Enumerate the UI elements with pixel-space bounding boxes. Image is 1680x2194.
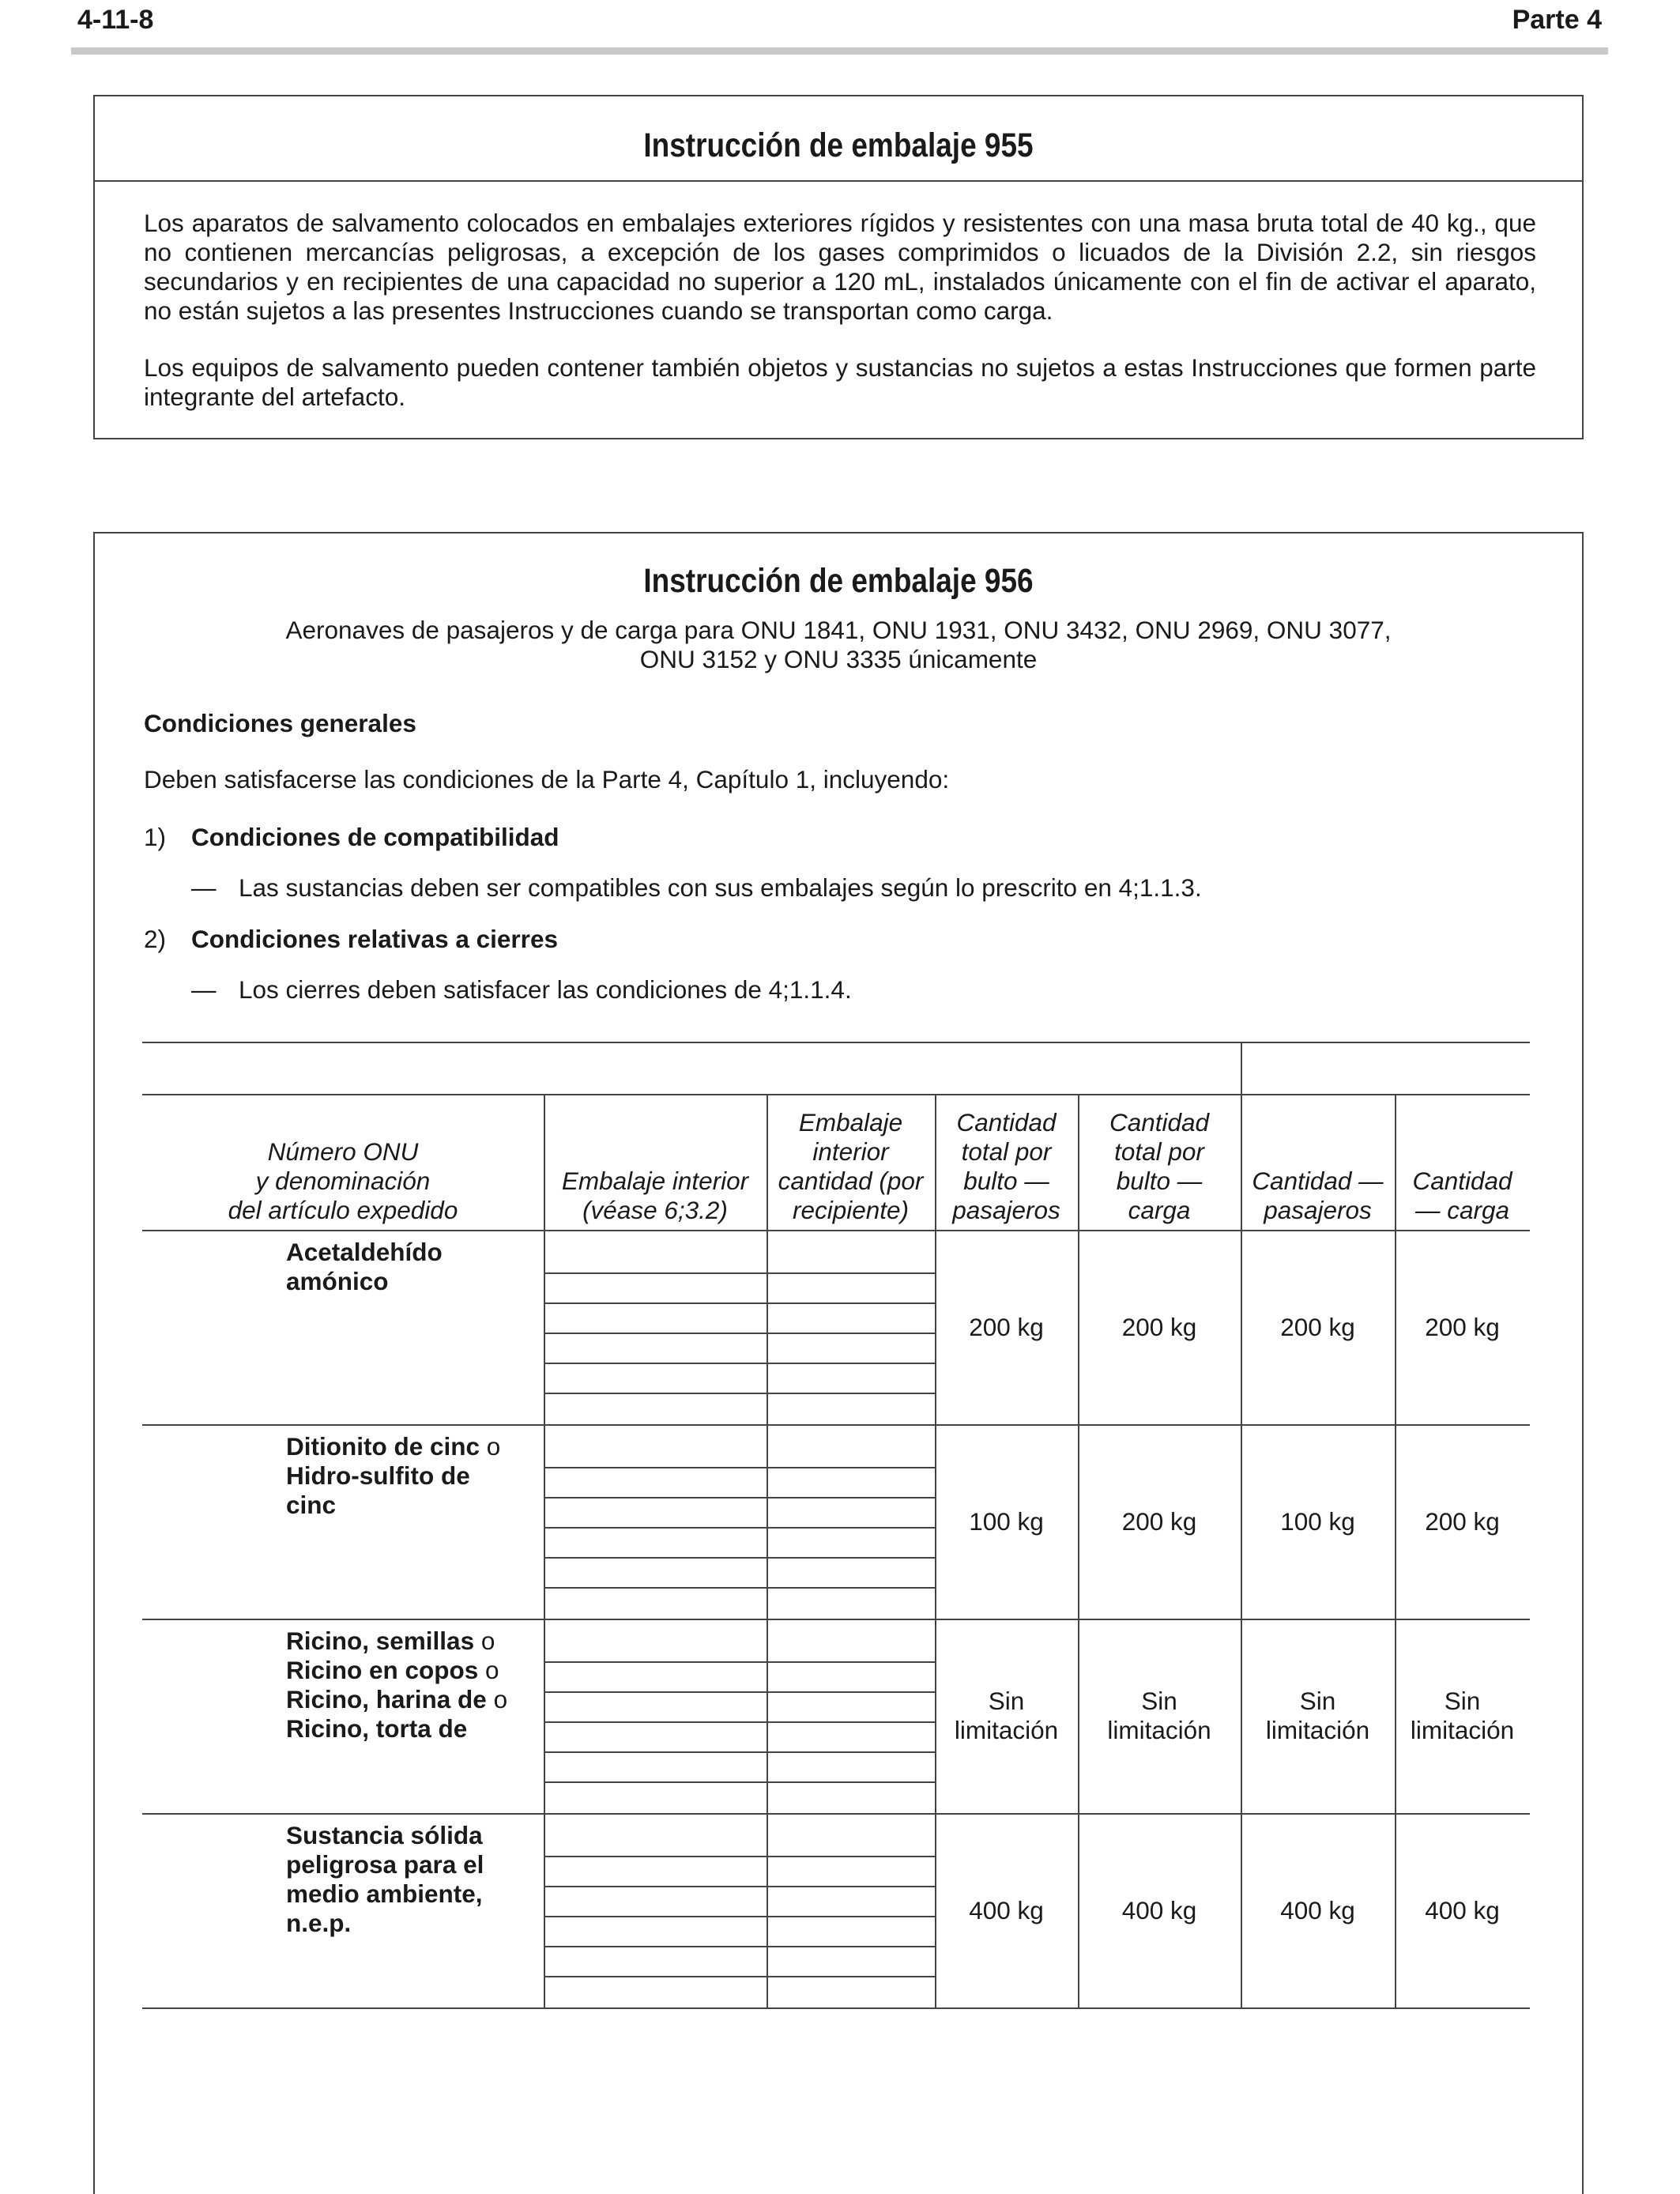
column-rule <box>1395 1619 1396 1813</box>
substance-name-line: n.e.p. <box>286 1909 352 1937</box>
column-rule <box>1395 1094 1396 1230</box>
dash: — <box>191 975 217 1004</box>
col-header-inner-quantity-line: recipiente) <box>792 1196 910 1224</box>
col-header-single-cargo-line: — carga <box>1414 1196 1510 1224</box>
column-header-rule <box>142 1230 1530 1231</box>
single-passenger-quantity <box>1241 1507 1395 1536</box>
single-cargo-quantity-line: 200 kg <box>1425 1312 1500 1341</box>
col-header-total-cargo-line: total por <box>1114 1137 1204 1166</box>
general-conditions-heading: Condiciones generales <box>144 709 416 737</box>
col-header-total-passenger-line: Cantidad <box>956 1108 1057 1137</box>
single-cargo-quantity <box>1395 1507 1530 1536</box>
column-rule <box>1395 1424 1396 1619</box>
item-1-number: 1) <box>144 823 167 851</box>
column-rule <box>935 1230 936 1424</box>
substance-name-line: Ricino, torta de <box>286 1714 468 1743</box>
substance-name-line: amónico <box>286 1267 389 1295</box>
col-header-inner-quantity <box>767 1108 935 1225</box>
row-separator <box>142 1813 1530 1815</box>
single-passenger-quantity-line: 400 kg <box>1280 1895 1355 1924</box>
inner-subrow-rule <box>544 1272 935 1274</box>
item-2-number: 2) <box>144 925 167 953</box>
header-rule <box>71 47 1608 55</box>
column-rule <box>767 1813 768 2007</box>
col-header-inner-quantity-line: interior <box>812 1137 889 1166</box>
inner-subrow-rule <box>544 1557 935 1559</box>
item-1-text <box>191 873 1202 903</box>
single-cargo-quantity-line: Sin <box>1444 1687 1481 1715</box>
item-1-body: Las sustancias deben ser compatibles con sus embalajes según lo prescrito en 4;1.1.3. <box>239 873 1202 902</box>
table-top-rule <box>142 1042 1530 1043</box>
inner-subrow-rule <box>544 1363 935 1364</box>
column-rule <box>767 1094 768 1230</box>
column-rule <box>935 1813 936 2007</box>
row-separator <box>142 1619 1530 1620</box>
col-header-inner-quantity-line: cantidad (por <box>778 1167 924 1195</box>
col-header-total-passenger-line: bulto — <box>963 1167 1049 1195</box>
column-rule <box>1241 1424 1242 1619</box>
total-passenger-quantity-line: limitación <box>954 1716 1059 1744</box>
substance-name-line: Acetaldehído <box>286 1238 443 1266</box>
total-passenger-quantity <box>935 1313 1078 1342</box>
column-rule <box>1078 1424 1079 1619</box>
column-rule <box>544 1094 545 1230</box>
single-passenger-quantity-line: 100 kg <box>1280 1506 1355 1536</box>
single-passenger-quantity <box>1241 1313 1395 1342</box>
col-header-total-cargo <box>1078 1108 1241 1225</box>
single-cargo-quantity-line: 400 kg <box>1425 1895 1500 1924</box>
col-header-un-line: y denominación <box>255 1167 431 1195</box>
substance-name-line: Ricino en copos o <box>286 1656 499 1684</box>
col-header-total-cargo-line: Cantidad <box>1109 1108 1210 1137</box>
substance-name-line: Hidro-sulfito de <box>286 1461 470 1490</box>
column-rule <box>544 1424 545 1619</box>
group-header-rule <box>142 1094 1530 1095</box>
substance-name <box>286 1627 539 1744</box>
substance-name <box>286 1432 539 1520</box>
col-header-single-cargo <box>1395 1167 1530 1225</box>
col-header-single-passenger-line: pasajeros <box>1264 1196 1372 1224</box>
col-header-total-passenger-line: total por <box>961 1137 1052 1166</box>
col-header-total-passenger-line: pasajeros <box>952 1196 1060 1224</box>
pi956-title: Instrucción de embalaje 956 <box>643 562 1034 600</box>
column-rule <box>1241 1813 1242 2007</box>
inner-subrow-rule <box>544 1527 935 1529</box>
general-conditions-text: Deben satisfacerse las condiciones de la Parte 4, Capítulo 1, incluyendo: <box>144 765 950 794</box>
col-header-total-cargo-line: bulto — <box>1116 1167 1203 1195</box>
total-cargo-quantity <box>1078 1687 1241 1745</box>
column-rule <box>1241 1230 1242 1424</box>
col-header-total-passenger <box>935 1108 1078 1225</box>
single-cargo-quantity-line: limitación <box>1410 1716 1515 1744</box>
inner-subrow-rule <box>544 1587 935 1589</box>
inner-subrow-rule <box>544 1497 935 1498</box>
total-cargo-quantity <box>1078 1313 1241 1342</box>
item-2-body: Los cierres deben satisfacer las condiciones de 4;1.1.4. <box>239 975 852 1004</box>
substance-name-line: Ricino, harina de o <box>286 1685 508 1713</box>
substance-name <box>286 1238 539 1296</box>
inner-subrow-rule <box>544 1886 935 1887</box>
col-header-un-line: Número ONU <box>267 1137 419 1166</box>
part-label: Parte 4 <box>1512 5 1602 35</box>
page-number: 4-11-8 <box>77 5 154 35</box>
pi955-paragraph-1: Los aparatos de salvamento colocados en embalajes exteriores rígidos y resistentes con una masa bruta total de 40 kg., que no contienen mercancías peligrosas, a excepción de los gases comprimidos o licuados de la División 2.2, sin riesgos secundarios y en recipientes de una capacidad no superior a 120 mL, instalados únicamente con el fin de activar el aparato, no están sujetos a las presentes Instrucciones cuando se transportan como carga. <box>144 209 1536 325</box>
total-cargo-quantity-line: 200 kg <box>1121 1506 1197 1536</box>
title-rule <box>95 180 1582 182</box>
column-rule <box>1395 1230 1396 1424</box>
single-cargo-quantity <box>1395 1313 1530 1342</box>
single-passenger-quantity-line: limitación <box>1265 1716 1370 1744</box>
col-header-un-line: del artículo expedido <box>228 1196 458 1224</box>
substance-name-line: cinc <box>286 1491 337 1519</box>
column-rule <box>1078 1230 1079 1424</box>
total-cargo-quantity-line: limitación <box>1107 1716 1211 1744</box>
total-passenger-quantity-line: 100 kg <box>969 1506 1044 1536</box>
inner-subrow-rule <box>544 1946 935 1947</box>
single-passenger-quantity-line: 200 kg <box>1280 1312 1355 1341</box>
substance-name-line: medio ambiente, <box>286 1879 483 1908</box>
total-passenger-quantity-line: 400 kg <box>969 1895 1044 1924</box>
substance-name <box>286 1821 539 1938</box>
col-header-inner-quantity-line: Embalaje <box>798 1108 903 1137</box>
single-passenger-quantity-line: Sin <box>1299 1687 1336 1715</box>
inner-subrow-rule <box>544 1916 935 1917</box>
substance-name-line: Ricino, semillas o <box>286 1627 495 1655</box>
col-header-total-cargo-line: carga <box>1128 1196 1191 1224</box>
total-cargo-quantity-line: Sin <box>1141 1687 1177 1715</box>
pi955-paragraph-2: Los equipos de salvamento pueden contener también objetos y sustancias no sujetos a estas Instrucciones que formen parte integrante del artefacto. <box>144 353 1536 411</box>
single-cargo-quantity <box>1395 1896 1530 1925</box>
column-rule <box>767 1619 768 1813</box>
pi956-subtitle <box>95 616 1582 674</box>
column-rule <box>1241 1094 1242 1230</box>
group-divider <box>1241 1042 1242 1094</box>
page-header <box>71 5 1608 36</box>
col-header-inner-packaging <box>544 1167 767 1225</box>
col-header-un <box>142 1137 544 1225</box>
inner-subrow-rule <box>544 1661 935 1663</box>
inner-subrow-rule <box>544 1976 935 1977</box>
total-passenger-quantity <box>935 1687 1078 1745</box>
packaging-table <box>142 1042 1530 2012</box>
column-rule <box>935 1094 936 1230</box>
inner-subrow-rule <box>544 1302 935 1304</box>
single-passenger-quantity <box>1241 1896 1395 1925</box>
col-header-inner-packaging-line: (véase 6;3.2) <box>582 1196 728 1224</box>
total-passenger-quantity <box>935 1896 1078 1925</box>
col-header-inner-packaging-line: Embalaje interior <box>561 1167 749 1195</box>
row-separator <box>142 1424 1530 1426</box>
column-rule <box>1395 1813 1396 2007</box>
total-cargo-quantity-line: 200 kg <box>1121 1312 1197 1341</box>
subtitle-line-1: Aeronaves de pasajeros y de carga para ONU 1841, ONU 1931, ONU 3432, ONU 2969, ONU 3077, <box>285 616 1392 644</box>
column-rule <box>544 1230 545 1424</box>
col-header-single-passenger <box>1241 1167 1395 1225</box>
pi955-title: Instrucción de embalaje 955 <box>643 126 1034 164</box>
column-rule <box>1078 1813 1079 2007</box>
substance-name-line: Sustancia sólida <box>286 1821 483 1849</box>
inner-subrow-rule <box>544 1856 935 1857</box>
column-rule <box>935 1424 936 1619</box>
column-rule <box>935 1619 936 1813</box>
inner-subrow-rule <box>544 1393 935 1394</box>
single-passenger-quantity <box>1241 1687 1395 1745</box>
item-1-label: Condiciones de compatibilidad <box>191 823 559 851</box>
inner-subrow-rule <box>544 1751 935 1753</box>
col-header-single-passenger-line: Cantidad — <box>1252 1167 1384 1195</box>
subtitle-line-2: ONU 3152 y ONU 3335 únicamente <box>639 645 1038 673</box>
substance-name-line: Ditionito de cinc o <box>286 1432 501 1461</box>
single-cargo-quantity-line: 200 kg <box>1425 1506 1500 1536</box>
inner-subrow-rule <box>544 1691 935 1693</box>
inner-subrow-rule <box>544 1333 935 1334</box>
total-passenger-quantity-line: 200 kg <box>969 1312 1044 1341</box>
total-cargo-quantity <box>1078 1896 1241 1925</box>
dash: — <box>191 873 217 902</box>
packing-instruction-955 <box>93 95 1584 439</box>
column-rule <box>1078 1619 1079 1813</box>
single-cargo-quantity <box>1395 1687 1530 1745</box>
column-rule <box>1241 1619 1242 1813</box>
column-rule <box>767 1424 768 1619</box>
column-rule <box>544 1619 545 1813</box>
column-rule <box>767 1230 768 1424</box>
total-passenger-quantity <box>935 1507 1078 1536</box>
inner-subrow-rule <box>544 1467 935 1468</box>
total-cargo-quantity <box>1078 1507 1241 1536</box>
col-header-single-cargo-line: Cantidad <box>1412 1167 1512 1195</box>
row-separator <box>142 2007 1530 2009</box>
column-rule <box>544 1813 545 2007</box>
column-rule <box>1078 1094 1079 1230</box>
item-2-text <box>191 975 852 1005</box>
total-passenger-quantity-line: Sin <box>988 1687 1025 1715</box>
total-cargo-quantity-line: 400 kg <box>1121 1895 1197 1924</box>
inner-subrow-rule <box>544 1721 935 1723</box>
substance-name-line: peligrosa para el <box>286 1850 484 1879</box>
inner-subrow-rule <box>544 1781 935 1783</box>
item-2-label: Condiciones relativas a cierres <box>191 925 558 953</box>
